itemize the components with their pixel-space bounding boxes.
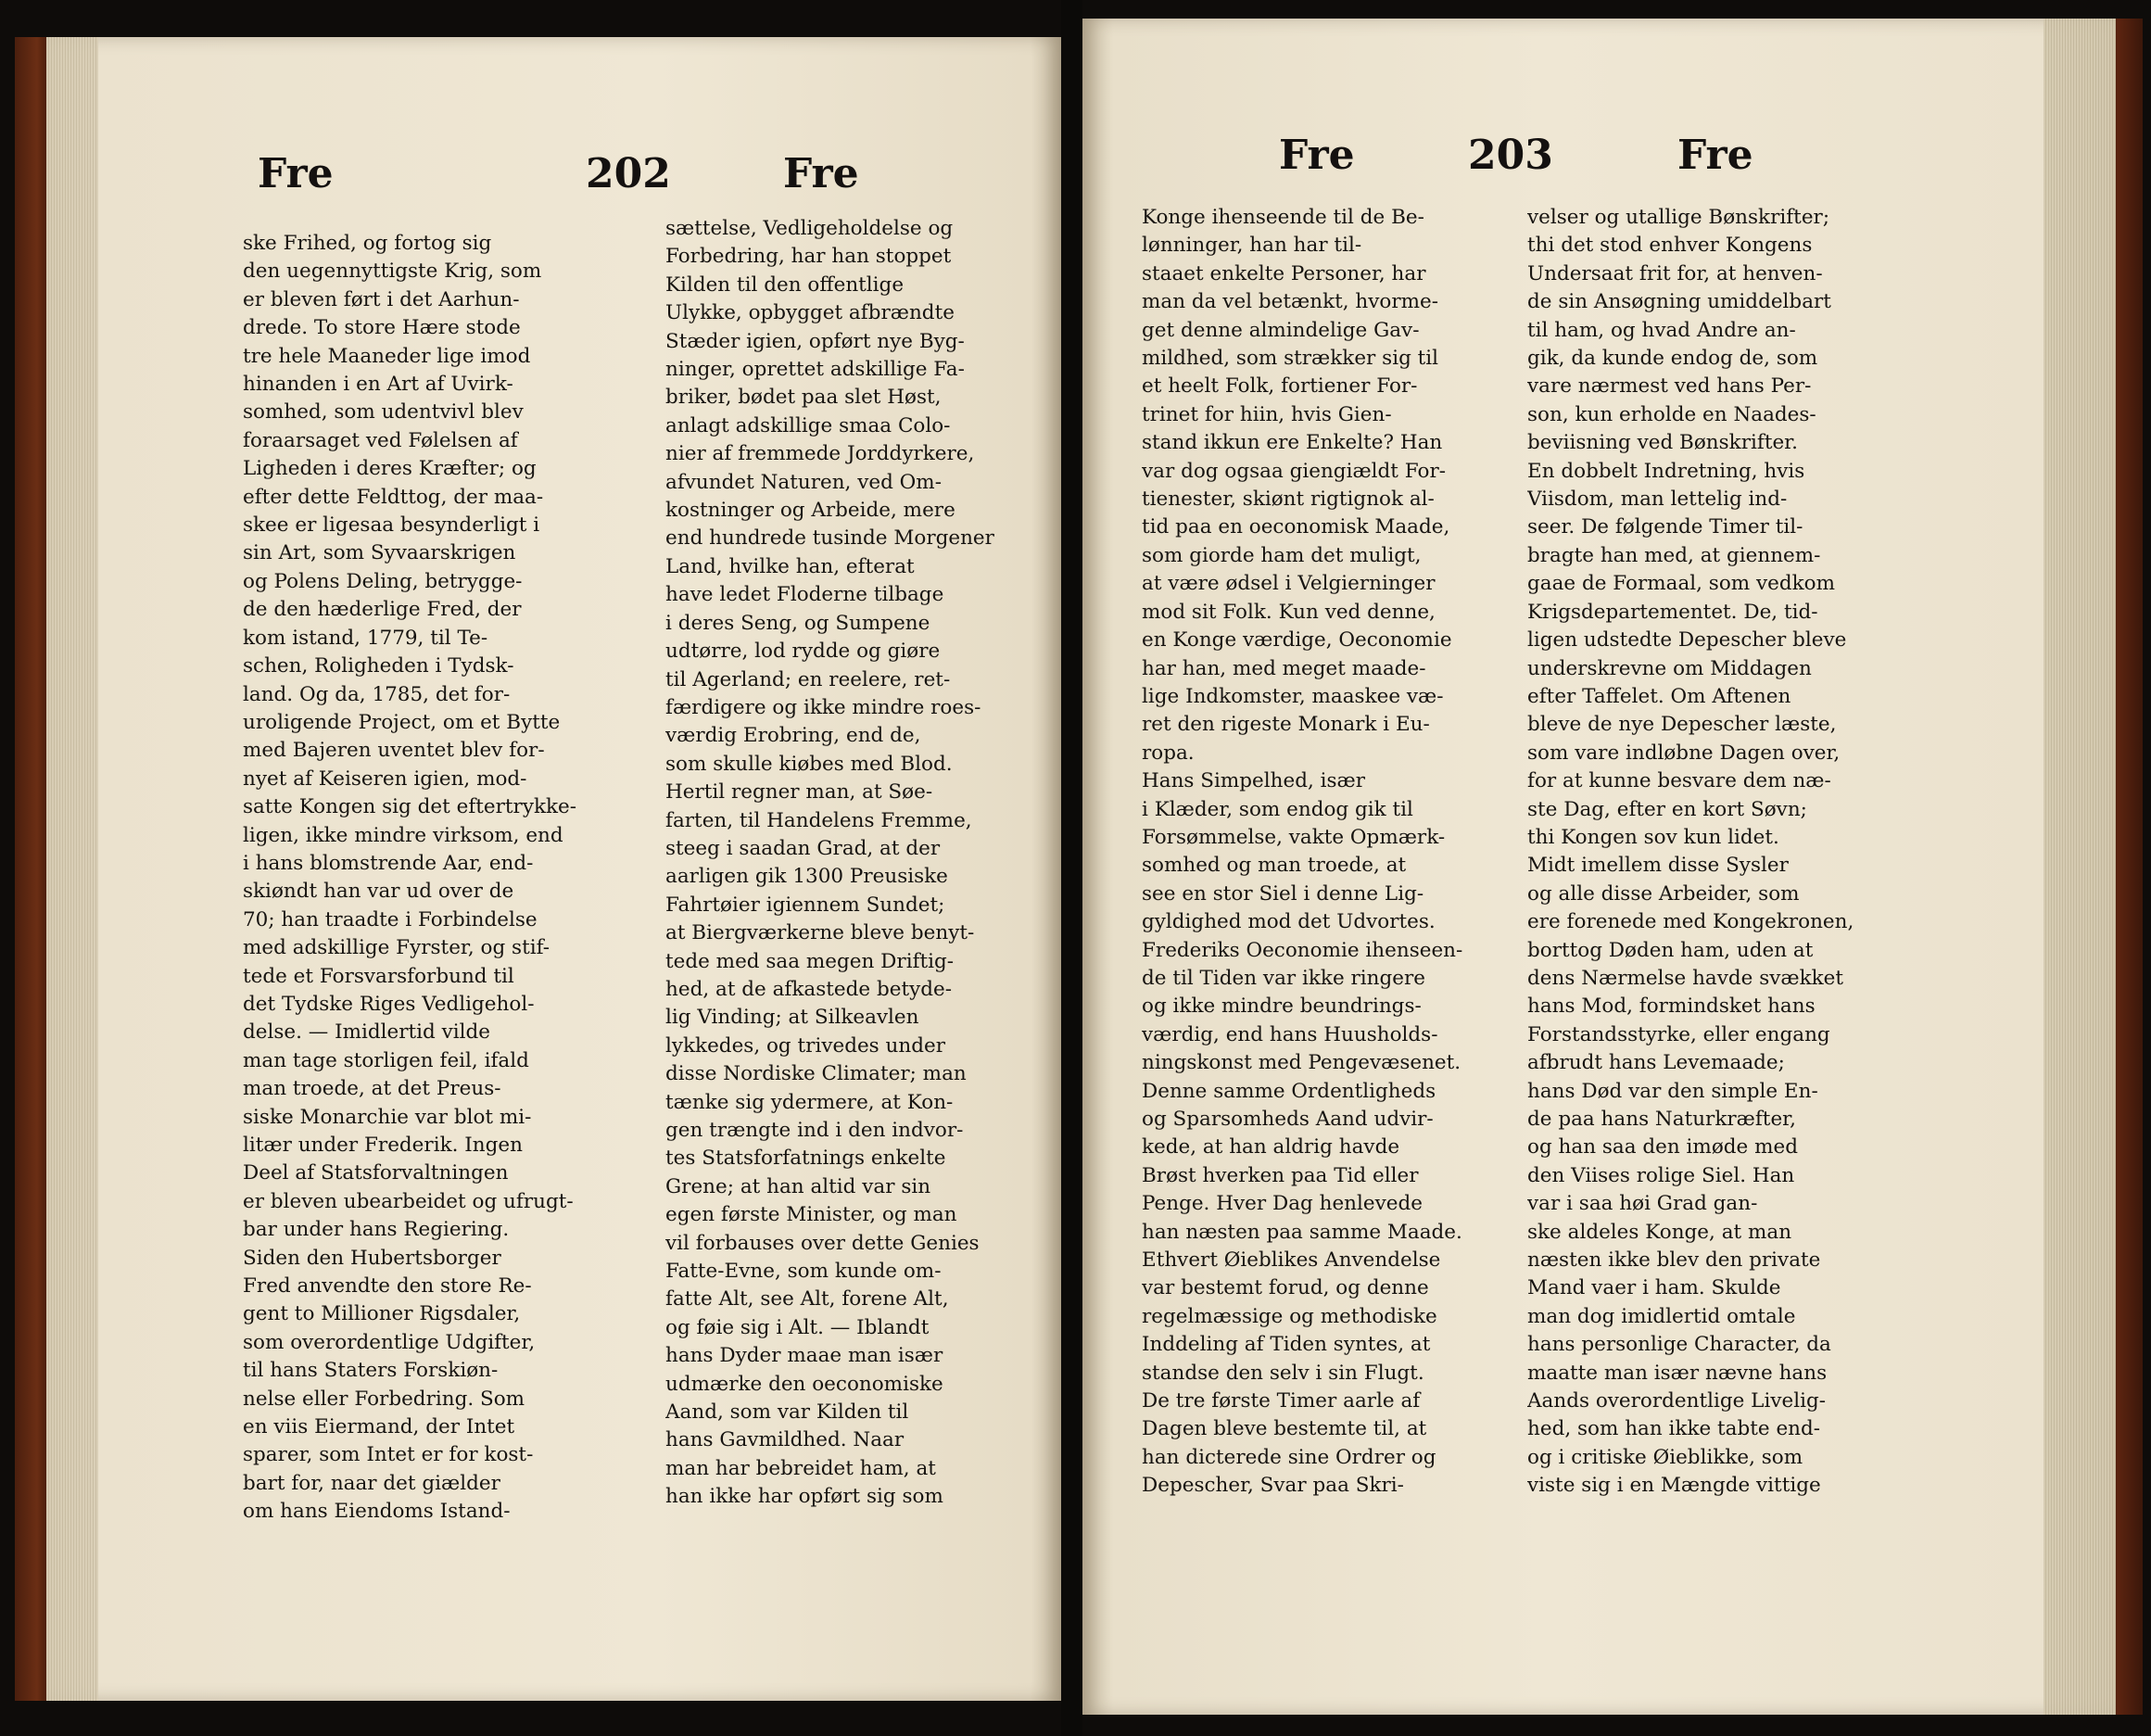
text-line: Hertil regner man, at Søe-	[665, 780, 933, 805]
text-line: hinanden i en Art af Uvirk-	[243, 373, 513, 397]
text-line: tænke sig ydermere, at Kon-	[665, 1090, 954, 1114]
text-line: ligen udstedte Depescher bleve	[1527, 628, 1847, 653]
text-line: velser og utallige Bønskrifter;	[1527, 206, 1830, 229]
text-line: efter Taffelet. Om Aftenen	[1527, 684, 1791, 708]
text-line: Dagen bleve bestemte til, at	[1142, 1417, 1427, 1441]
text-line: at være ødsel i Velgierninger	[1142, 572, 1436, 596]
text-line: færdigere og ikke mindre roes-	[665, 695, 981, 719]
text-line: nyet af Keiseren igien, mod-	[243, 767, 527, 791]
text-line: Mand vaer i ham. Skulde	[1527, 1276, 1781, 1300]
text-line: Depescher, Svar paa Skri-	[1142, 1474, 1404, 1498]
text-line: ske Frihed, og fortog sig	[243, 232, 492, 255]
text-line: fatte Alt, see Alt, forene Alt,	[665, 1287, 949, 1312]
text-line: Undersaat frit for, at henven-	[1527, 261, 1823, 285]
text-line: kom istand, 1779, til Te-	[243, 626, 488, 650]
text-line: nier af fremmede Jorddyrkere,	[665, 442, 975, 466]
text-line: tede med saa megen Driftig-	[665, 949, 955, 973]
text-line: trinet for hiin, hvis Gien-	[1142, 402, 1392, 426]
text-line: er bleven ført i det Aarhun-	[243, 287, 520, 311]
text-line: de sin Ansøgning umiddelbart	[1527, 290, 1831, 314]
text-line: ligen, ikke mindre virksom, end	[243, 823, 563, 847]
text-line: borttog Døden ham, uden at	[1527, 938, 1814, 962]
text-line: underskrevne om Middagen	[1527, 656, 1812, 680]
text-line: med Bajeren uventet blev for-	[243, 739, 545, 763]
text-line: man har bebreidet ham, at	[665, 1456, 936, 1480]
text-line: skee er ligesaa besynderligt i	[243, 513, 540, 538]
text-line: Fahrtøier igiennem Sundet;	[665, 893, 945, 917]
text-line: ningskonst med Pengevæsenet.	[1142, 1051, 1461, 1075]
text-line: thi Kongen sov kun lidet.	[1527, 825, 1779, 849]
text-line: som giorde ham det muligt,	[1142, 543, 1422, 567]
text-line: og ikke mindre beundrings-	[1142, 995, 1422, 1019]
text-line: sin Art, som Syvaarskrigen	[243, 541, 516, 565]
text-line: Inddeling af Tiden syntes, at	[1142, 1333, 1431, 1357]
text-line: Brøst hverken paa Tid eller	[1142, 1163, 1419, 1187]
text-line: var i saa høi Grad gan-	[1527, 1192, 1758, 1216]
text-line: siske Monarchie var blot mi-	[243, 1105, 532, 1129]
text-line: farten, til Handelens Fremme,	[665, 808, 972, 832]
text-line: hans Gavmildhed. Naar	[665, 1428, 905, 1452]
right-page-column-1	[1142, 204, 1522, 1501]
text-line: gen trængte ind i den indvor-	[665, 1119, 964, 1142]
text-line: som vare indløbne Dagen over,	[1527, 741, 1841, 765]
left-page-column-2	[665, 215, 1036, 1512]
text-line: stand ikkun ere Enkelte? Han	[1142, 431, 1443, 455]
text-line: hans Dyder maae man især	[665, 1344, 943, 1368]
text-line: gik, da kunde endog de, som	[1527, 347, 1818, 371]
text-line: og alle disse Arbeider, som	[1527, 881, 1800, 906]
text-line: ropa.	[1142, 741, 1195, 765]
text-line: til Agerland; en reelere, ret-	[665, 667, 951, 691]
text-line: hed, at de afkastede betyde-	[665, 977, 952, 1001]
text-line: ste Dag, efter en kort Søvn;	[1527, 797, 1807, 821]
left-page-column-1	[243, 230, 653, 1527]
text-line: regelmæssige og methodiske	[1142, 1304, 1437, 1328]
text-line: seer. De følgende Timer til-	[1527, 515, 1803, 539]
text-line: land. Og da, 1785, det for-	[243, 682, 511, 706]
left-page-number: 202	[586, 150, 671, 197]
text-line: i Klæder, som endog gik til	[1142, 797, 1413, 821]
text-line: var dog ogsaa giengiældt For-	[1142, 459, 1446, 483]
text-line: sættelse, Vedligeholdelse og	[665, 217, 954, 240]
text-line: tre hele Maaneder lige imod	[243, 344, 531, 368]
text-line: mod sit Folk. Kun ved denne,	[1142, 600, 1436, 624]
text-line: uroligende Project, om et Bytte	[243, 710, 561, 734]
text-line: hans Mod, formindsket hans	[1527, 995, 1816, 1019]
text-line: aarligen gik 1300 Preusiske	[665, 865, 948, 889]
text-line: dens Nærmelse havde svækket	[1527, 966, 1844, 990]
page-edges-left	[46, 37, 98, 1701]
text-line: at Biergværkerne bleve benyt-	[665, 921, 975, 945]
text-line: Fatte-Evne, som kunde om-	[665, 1260, 942, 1284]
text-line: bar under hans Regiering.	[243, 1218, 510, 1242]
right-page-number: 203	[1468, 132, 1553, 179]
text-line: ere forenede med Kongekronen,	[1527, 910, 1854, 934]
text-line: briker, bødet paa slet Høst,	[665, 386, 942, 410]
text-line: anlagt adskillige smaa Colo-	[665, 413, 951, 437]
right-header-word-right: Fre	[1677, 132, 1753, 179]
text-line: Denne samme Ordentligheds	[1142, 1079, 1436, 1103]
text-line: kostninger og Arbeide, mere	[665, 499, 955, 523]
text-line: for at kunne besvare dem næ-	[1527, 769, 1831, 793]
text-line: ninger, oprettet adskillige Fa-	[665, 358, 965, 382]
right-page	[1082, 19, 2116, 1715]
text-line: Hans Simpelhed, især	[1142, 769, 1366, 793]
text-line: Forbedring, har han stoppet	[665, 245, 952, 269]
text-line: om hans Eiendoms Istand-	[243, 1500, 511, 1524]
text-line: tienester, skiønt rigtignok al-	[1142, 488, 1435, 512]
page-edges-right	[2043, 19, 2116, 1715]
text-line: den Viises rolige Siel. Han	[1527, 1163, 1795, 1187]
text-line: afvundet Naturen, ved Om-	[665, 470, 942, 494]
text-line: som skulle kiøbes med Blod.	[665, 752, 953, 776]
text-line: gent to Millioner Rigsdaler,	[243, 1302, 521, 1326]
text-line: Grene; at han altid var sin	[665, 1174, 931, 1198]
text-line: Ethvert Øieblikes Anvendelse	[1142, 1248, 1441, 1273]
text-line: vil forbauses over dette Genies	[665, 1231, 980, 1255]
text-line: var bestemt forud, og denne	[1142, 1276, 1429, 1300]
text-line: viste sig i en Mængde vittige	[1527, 1474, 1821, 1498]
text-line: satte Kongen sig det eftertrykke-	[243, 795, 577, 819]
text-line: Midt imellem disse Sysler	[1527, 854, 1789, 878]
text-line: tes Statsforfatnings enkelte	[665, 1147, 946, 1171]
text-line: see en stor Siel i denne Lig-	[1142, 881, 1424, 906]
text-line: Fred anvendte den store Re-	[243, 1274, 532, 1299]
text-line: værdig, end hans Huusholds-	[1142, 1022, 1438, 1046]
text-line: get denne almindelige Gav-	[1142, 318, 1420, 342]
text-line: schen, Roligheden i Tydsk-	[243, 654, 514, 678]
text-line: standse den selv i sin Flugt.	[1142, 1361, 1424, 1385]
text-line: kede, at han aldrig havde	[1142, 1135, 1400, 1159]
text-line: han ikke har opført sig som	[665, 1485, 943, 1509]
text-line: disse Nordiske Climater; man	[665, 1062, 967, 1086]
text-line: har han, med meget maade-	[1142, 656, 1426, 680]
left-header-word: Fre	[258, 150, 334, 197]
text-line: er bleven ubearbeidet og ufrugt-	[243, 1189, 574, 1213]
text-line: Frederiks Oeconomie ihenseen-	[1142, 938, 1463, 962]
text-line: ret den rigeste Monark i Eu-	[1142, 713, 1430, 737]
text-line: i hans blomstrende Aar, end-	[243, 851, 534, 875]
text-line: det Tydske Riges Vedligehol-	[243, 992, 535, 1016]
text-line: en Konge værdige, Oeconomie	[1142, 628, 1452, 653]
left-page	[46, 37, 1061, 1701]
text-line: son, kun erholde en Naades-	[1527, 402, 1816, 426]
text-line: tede et Forsvarsforbund til	[243, 964, 514, 988]
text-line: Ligheden i deres Kræfter; og	[243, 457, 537, 481]
text-line: man da vel betænkt, hvorme-	[1142, 290, 1438, 314]
text-line: Aands overordentlige Livelig-	[1527, 1389, 1826, 1413]
text-line: beviisning ved Bønskrifter.	[1527, 431, 1798, 455]
text-line: og føie sig i Alt. — Iblandt	[665, 1315, 930, 1339]
text-line: i deres Seng, og Sumpene	[665, 611, 930, 635]
text-line: gaae de Formaal, som vedkom	[1527, 572, 1836, 596]
text-line: de paa hans Naturkræfter,	[1527, 1108, 1796, 1131]
text-line: man troede, at det Preus-	[243, 1077, 501, 1101]
text-line: Ulykke, opbygget afbrændte	[665, 301, 955, 325]
text-line: og Polens Deling, betrygge-	[243, 569, 523, 593]
text-line: bragte han med, at giennem-	[1527, 543, 1821, 567]
text-line: skiøndt han var ud over de	[243, 880, 514, 904]
text-line: lønninger, han har til-	[1142, 234, 1362, 258]
text-line: Forsømmelse, vakte Opmærk-	[1142, 825, 1446, 849]
text-line: ske aldeles Konge, at man	[1527, 1220, 1792, 1244]
text-line: med adskillige Fyrster, og stif-	[243, 936, 550, 960]
text-line: delse. — Imidlertid vilde	[243, 1020, 491, 1045]
text-line: Stæder igien, opført nye Byg-	[665, 329, 965, 353]
text-line: Land, hvilke han, efterat	[665, 554, 915, 578]
text-line: litær under Frederik. Ingen	[243, 1134, 523, 1157]
text-line: sparer, som Intet er for kost-	[243, 1443, 534, 1467]
text-line: han dicterede sine Ordrer og	[1142, 1445, 1436, 1469]
text-line: mildhed, som strækker sig til	[1142, 347, 1439, 371]
text-line: en viis Eiermand, der Intet	[243, 1415, 515, 1439]
text-line: Krigsdepartementet. De, tid-	[1527, 600, 1818, 624]
text-line: Aand, som var Kilden til	[665, 1400, 909, 1425]
text-line: og i critiske Øieblikke, som	[1527, 1445, 1803, 1469]
text-line: og Sparsomheds Aand udvir-	[1142, 1108, 1434, 1131]
right-page-column-2	[1527, 204, 1944, 1501]
text-line: drede. To store Hære stode	[243, 316, 521, 340]
text-line: bart for, naar det giælder	[243, 1471, 500, 1495]
text-line: thi det stod enhver Kongens	[1527, 234, 1813, 258]
text-line: værdig Erobring, end de,	[665, 724, 921, 748]
text-line: steeg i saadan Grad, at der	[665, 836, 941, 860]
text-line: lige Indkomster, maaskee væ-	[1142, 684, 1444, 708]
text-line: gyldighed mod det Udvortes.	[1142, 910, 1436, 934]
text-line: De tre første Timer aarle af	[1142, 1389, 1421, 1413]
text-line: end hundrede tusinde Morgener	[665, 526, 994, 551]
book-gutter	[1061, 0, 1082, 1736]
text-line: lykkedes, og trivedes under	[665, 1033, 946, 1058]
right-header-word: Fre	[1279, 132, 1355, 179]
text-line: udtørre, lod rydde og giøre	[665, 640, 941, 664]
text-line: de den hæderlige Fred, der	[243, 598, 522, 622]
text-line: bleve de nye Depescher læste,	[1527, 713, 1837, 737]
text-line: En dobbelt Indretning, hvis	[1527, 459, 1805, 483]
text-line: 70; han traadte i Forbindelse	[243, 907, 538, 931]
text-line: hans personlige Character, da	[1527, 1333, 1831, 1357]
text-line: Deel af Statsforvaltningen	[243, 1161, 509, 1185]
text-line: Forstandsstyrke, eller engang	[1527, 1022, 1830, 1046]
text-line: til hans Staters Forskiøn-	[243, 1359, 499, 1383]
text-line: somhed, som udentvivl blev	[243, 400, 524, 424]
text-line: et heelt Folk, fortiener For-	[1142, 374, 1418, 399]
text-line: hed, som han ikke tabte end-	[1527, 1417, 1821, 1441]
text-line: som overordentlige Udgifter,	[243, 1330, 536, 1354]
text-line: man tage storligen feil, ifald	[243, 1048, 529, 1072]
text-line: Konge ihenseende til de Be-	[1142, 206, 1424, 229]
text-line: efter dette Feldttog, der maa-	[243, 485, 544, 509]
text-line: hans Død var den simple En-	[1527, 1079, 1818, 1103]
text-line: egen første Minister, og man	[665, 1203, 957, 1227]
text-line: nelse eller Forbedring. Som	[243, 1387, 525, 1411]
text-line: han næsten paa samme Maade.	[1142, 1220, 1462, 1244]
text-line: til ham, og hvad Andre an-	[1527, 318, 1796, 342]
text-line: den uegennyttigste Krig, som	[243, 260, 542, 284]
text-line: afbrudt hans Levemaade;	[1527, 1051, 1785, 1075]
text-line: udmærke den oeconomiske	[665, 1372, 943, 1396]
text-line: og han saa den imøde med	[1527, 1135, 1798, 1159]
text-line: man dog imidlertid omtale	[1527, 1304, 1796, 1328]
text-line: have ledet Floderne tilbage	[665, 583, 944, 607]
text-line: staaet enkelte Personer, har	[1142, 261, 1426, 285]
text-line: Viisdom, man lettelig ind-	[1527, 488, 1788, 512]
text-line: foraarsaget ved Følelsen af	[243, 428, 518, 452]
text-line: tid paa en oeconomisk Maade,	[1142, 515, 1450, 539]
text-line: lig Vinding; at Silkeavlen	[665, 1006, 919, 1030]
text-line: maatte man især nævne hans	[1527, 1361, 1828, 1385]
text-line: somhed og man troede, at	[1142, 854, 1407, 878]
text-line: de til Tiden var ikke ringere	[1142, 966, 1425, 990]
text-line: Siden den Hubertsborger	[243, 1246, 501, 1270]
text-line: Penge. Hver Dag henlevede	[1142, 1192, 1423, 1216]
left-header-word-right: Fre	[783, 150, 859, 197]
text-line: Kilden til den offentlige	[665, 272, 905, 297]
text-line: vare nærmest ved hans Per-	[1527, 374, 1812, 399]
text-line: næsten ikke blev den private	[1527, 1248, 1821, 1273]
